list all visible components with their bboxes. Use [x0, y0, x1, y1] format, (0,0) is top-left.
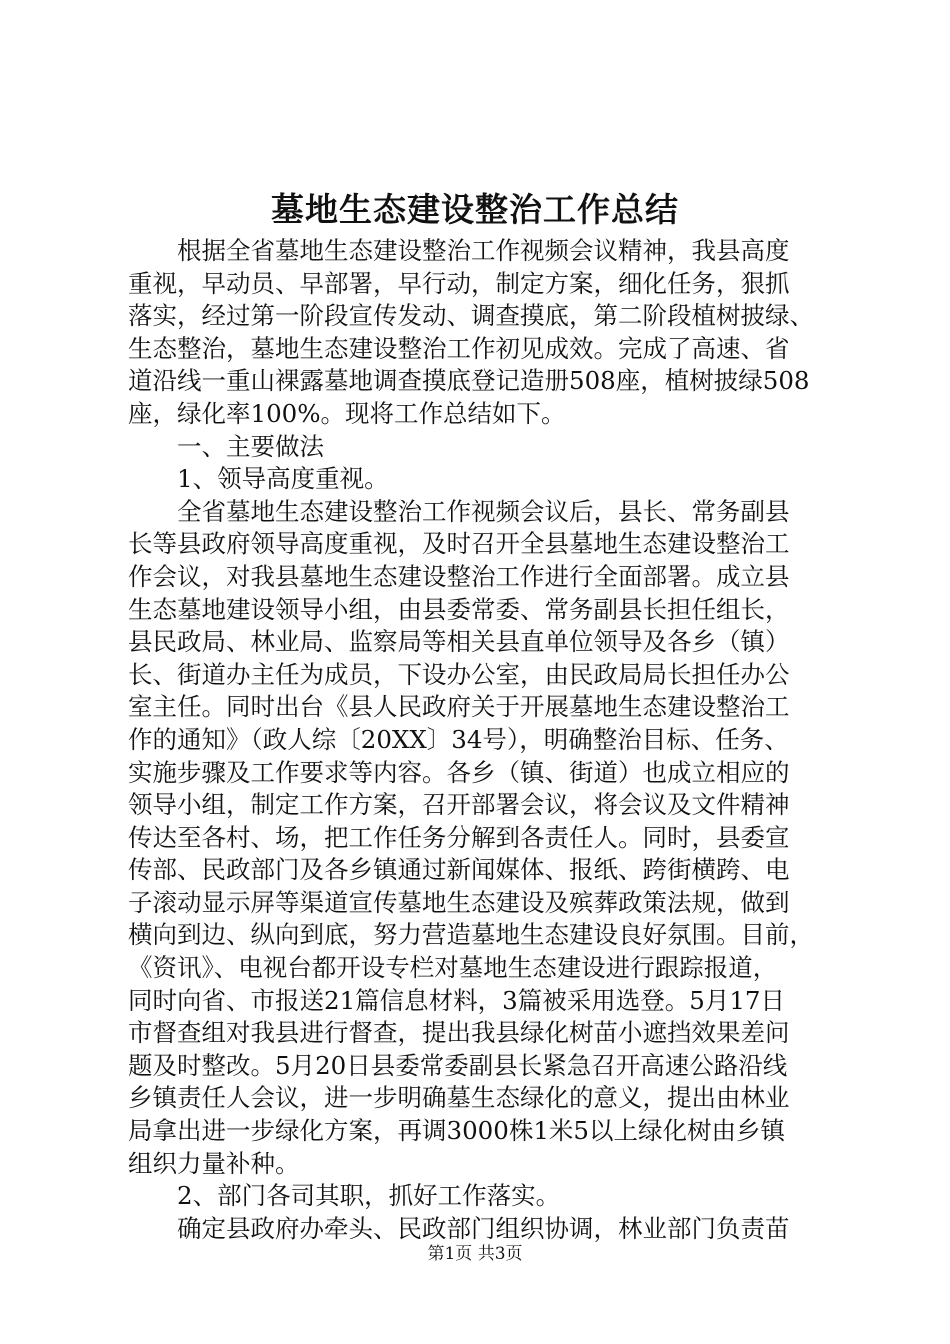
body-line: 室主任。同时出台《县人民政府关于开展墓地生态建设整治工: [128, 692, 790, 722]
body-line: 作的通知》（政人综〔20XX〕34号），明确整治目标、任务、: [128, 724, 789, 754]
body-line: 局拿出进一步绿化方案，再调3000株1米5以上绿化树由乡镇: [128, 1116, 786, 1146]
body-line: 横向到边、纵向到底，努力营造墓地生态建设良好氛围。目前，: [128, 920, 814, 950]
body-line: 长、街道办主任为成员，下设办公室，由民政局局长担任办公: [128, 659, 790, 689]
body-line: 传部、民政部门及各乡镇通过新闻媒体、报纸、跨街横跨、电: [128, 855, 790, 885]
body-line: 长等县政府领导高度重视，及时召开全县墓地生态建设整治工: [128, 529, 790, 559]
body-line: 生态墓地建设领导小组，由县委常委、常务副县长担任组长，: [128, 594, 790, 624]
document-title: 墓地生态建设整治工作总结: [271, 190, 679, 229]
body-line: 道沿线一重山裸露墓地调查摸底登记造册508座，植树披绿508: [128, 366, 810, 396]
body-line: 传达至各村、场，把工作任务分解到各责任人。同时，县委宣: [128, 822, 790, 852]
body-line: 一、主要做法: [128, 431, 324, 461]
body-line: 生态整治，墓地生态建设整治工作初见成效。完成了高速、省: [128, 333, 790, 363]
body-line: 座，绿化率100%。现将工作总结如下。: [128, 398, 566, 428]
body-line: 落实，经过第一阶段宣传发动、调查摸底，第二阶段植树披绿、: [128, 301, 814, 331]
body-line: 根据全省墓地生态建设整治工作视频会议精神，我县高度: [128, 236, 790, 265]
body-line: 同时向省、市报送21篇信息材料，3篇被采用选登。5月17日: [128, 985, 786, 1015]
body-line: 县民政局、林业局、监察局等相关县直单位领导及各乡（镇）: [128, 627, 790, 657]
document-body: [128, 235, 840, 1245]
body-line: 重视，早动员、早部署，早行动，制定方案，细化任务，狠抓: [128, 268, 790, 298]
body-line: 领导小组，制定工作方案，召开部署会议，将会议及文件精神: [128, 790, 790, 820]
body-line: 作会议，对我县墓地生态建设整治工作进行全面部署。成立县: [128, 561, 790, 591]
body-line: 1、领导高度重视。: [128, 464, 389, 494]
body-line: 题及时整改。5月20日县委常委副县长紧急召开高速公路沿线: [128, 1050, 788, 1080]
body-line: 《资讯》、电视台都开设专栏对墓地生态建设进行跟踪报道，: [128, 953, 778, 983]
body-line: 子滚动显示屏等渠道宣传墓地生态建设及殡葬政策法规，做到: [128, 887, 790, 917]
body-line: 组织力量补种。: [128, 1148, 300, 1178]
body-line: 市督查组对我县进行督查，提出我县绿化树苗小遮挡效果差问: [128, 1018, 790, 1048]
page-footer: 第1页 共3页: [427, 1244, 523, 1264]
body-line: 乡镇责任人会议，进一步明确墓生态绿化的意义，提出由林业: [128, 1083, 790, 1113]
body-line: 实施步骤及工作要求等内容。各乡（镇、街道）也成立相应的: [128, 757, 790, 787]
body-line: 全省墓地生态建设整治工作视频会议后，县长、常务副县: [128, 496, 790, 526]
body-line: 2、部门各司其职，抓好工作落实。: [128, 1181, 561, 1211]
body-line: 确定县政府办牵头、民政部门组织协调，林业部门负责苗: [128, 1213, 790, 1243]
